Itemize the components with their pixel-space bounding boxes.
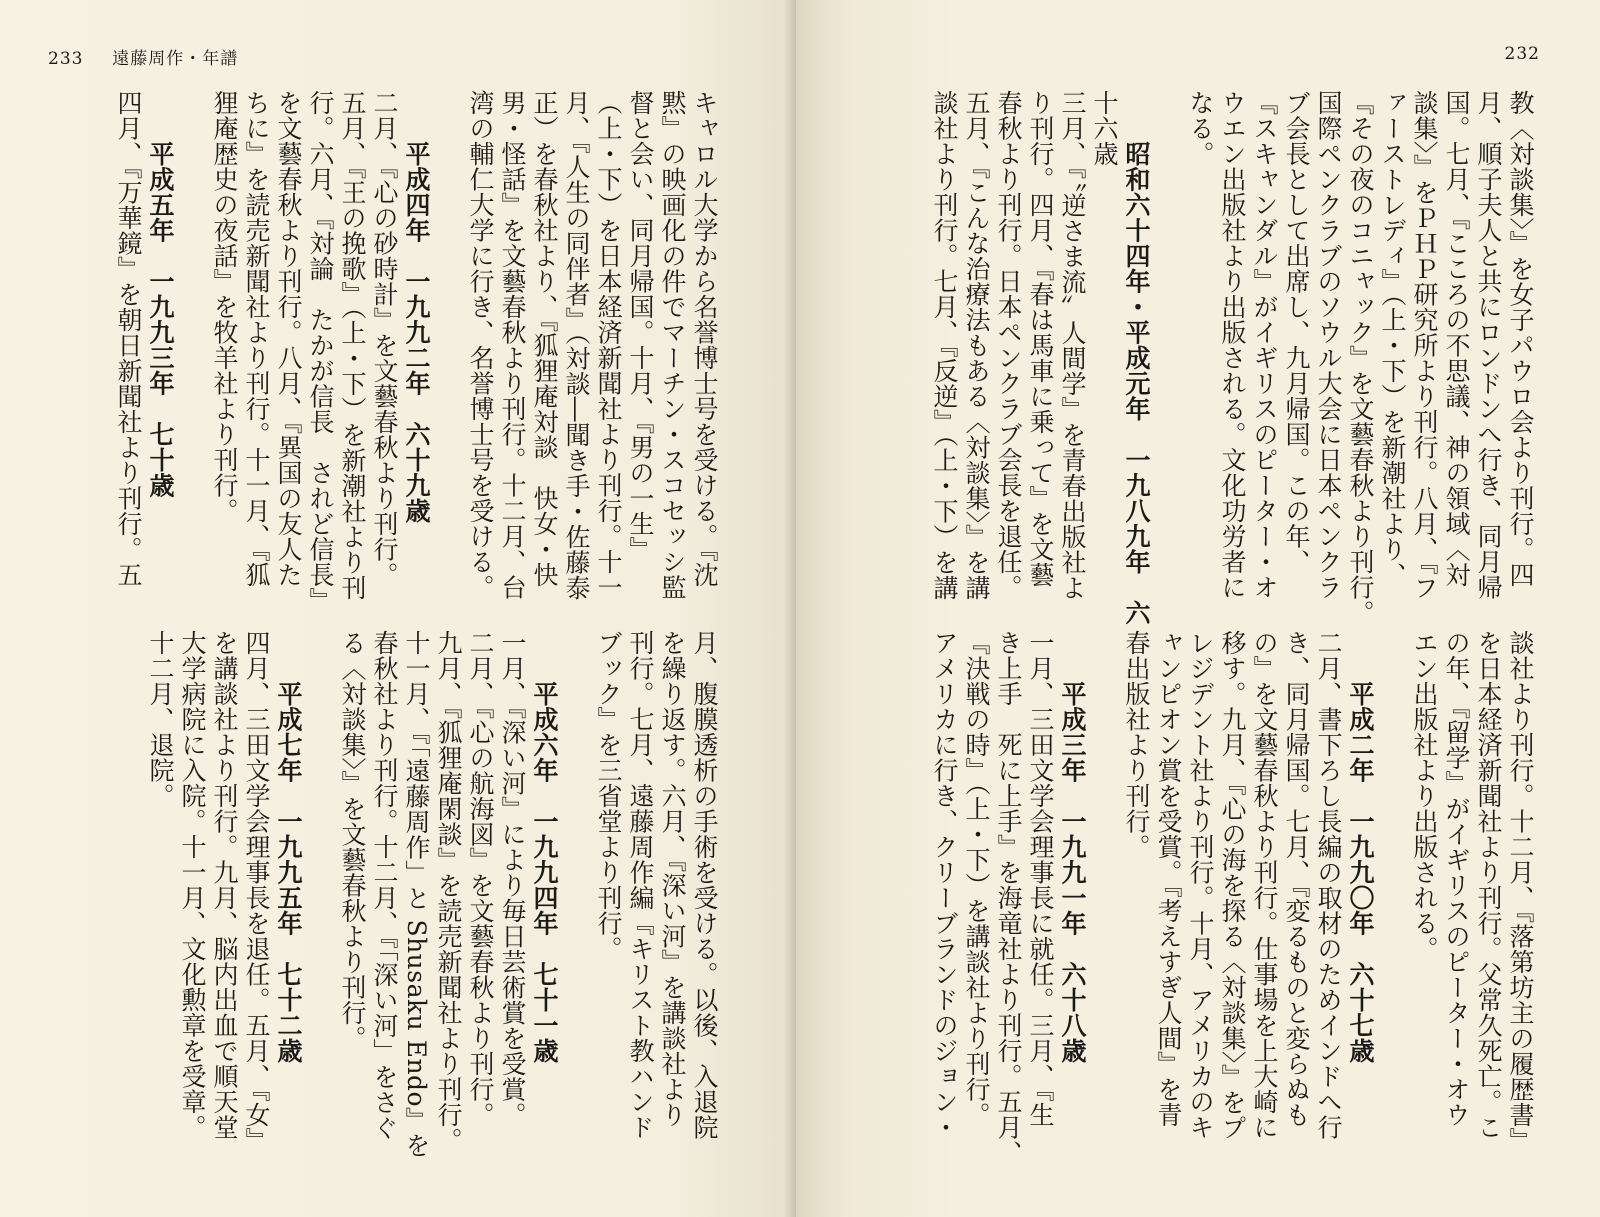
text-line: を繰り返す。六月、『深い河』を講談社より <box>658 630 687 1128</box>
text-line: 湾の輔仁大学に行き、名誉博士号を受ける。 <box>466 90 495 600</box>
text-line: ャンピオン賞を受賞。『考えすぎ人間』を青 <box>1154 630 1183 1128</box>
page-number-right: 232 <box>1504 44 1540 64</box>
year-heading: 平成六年 一九九四年 七十一歳 <box>530 630 559 1064</box>
text-line: の』を文藝春秋より刊行。仕事場を上大崎に <box>1250 630 1279 1140</box>
year-heading: 平成四年 一九九二年 六十九歳 <box>402 90 431 524</box>
text-line: 十一月、『「遠藤周作」と Shusaku Endo』を <box>402 630 431 1159</box>
text-line: 談社より刊行。十二月、『落第坊主の履歴書』 <box>1506 630 1535 1153</box>
text-line: 談集〉』をＰＨＰ研究所より刊行。八月、『フ <box>1410 90 1439 601</box>
text-line: 九月、『狐狸庵閑談』を読売新聞社より刊行。 <box>434 630 463 1153</box>
left-lower-column <box>82 630 720 1190</box>
year-heading: 昭和六十四年・平成元年 一九八九年 六 <box>1122 90 1151 626</box>
year-heading: 平成三年 一九九一年 六十八歳 <box>1058 630 1087 1064</box>
text-line: 大学病院に入院。十一月、文化勲章を受章。 <box>178 630 207 1140</box>
text-line: 二月、『心の砂時計』を文藝春秋より刊行。 <box>370 90 399 588</box>
text-line: 一月、『深い河』により毎日芸術賞を受賞。 <box>498 630 527 1128</box>
text-line: 黙』の映画化の件でマーチン・スコセッシ監 <box>658 90 687 600</box>
text-line: 移す。九月、『心の海を探る〈対談集〉』をプ <box>1218 630 1247 1141</box>
running-head: 遠藤周作・年譜 <box>112 49 239 69</box>
text-line: を文藝春秋より刊行。八月、『異国の友人た <box>274 90 303 588</box>
text-line: ァーストレディ』（上・下）を新潮社より、 <box>1378 90 1407 588</box>
text-line: の年、『留学』がイギリスのピーター・オウ <box>1442 630 1471 1128</box>
left-upper-column <box>50 90 720 613</box>
text-line: 十二月、退院。 <box>146 630 175 809</box>
blank-line <box>176 90 208 602</box>
text-line: キャロル大学から名誉博士号を受ける。『沈 <box>690 90 719 588</box>
text-line: 男・怪話』を文藝春秋より刊行。十二月、台 <box>498 90 527 600</box>
text-line: 春秋社より刊行。十二月、『「深い河」をさぐ <box>370 630 399 1141</box>
text-line: 五月、『王の挽歌』（上・下）を新潮社より刊 <box>338 90 367 601</box>
text-line: 狸庵歴史の夜話』を牧羊社より刊行。 <box>210 90 239 524</box>
blank-line <box>1152 90 1184 602</box>
text-line: 一月、三田文学会理事長に就任。三月、『生 <box>1026 630 1055 1128</box>
text-line: ちに』を読売新聞社より刊行。十一月、『狐 <box>242 90 271 588</box>
blank-line <box>560 630 592 1190</box>
right-page-header <box>1505 44 1540 64</box>
text-line: 正）を春秋社より、『狐狸庵対談 快女・快 <box>530 90 559 588</box>
text-line: エン出版社より出版される。 <box>1410 630 1439 962</box>
text-line: なる。 <box>1186 90 1215 167</box>
text-line: 国際ペンクラブのソウル大会に日本ペンクラ <box>1314 90 1343 600</box>
blank-line <box>1376 630 1408 1190</box>
text-line: 春出版社より刊行。 <box>1122 630 1151 860</box>
text-line: 三月、『〝逆さま流〟人間学』を青春出版社よ <box>1058 90 1087 601</box>
text-line: ブ会長として出席し、九月帰国。この年、 <box>1282 90 1311 575</box>
blank-line <box>1088 630 1120 1190</box>
text-line: （上・下）を日本経済新聞社より刊行。十一 <box>594 90 623 600</box>
text-line: 十六歳 <box>1090 90 1119 167</box>
text-line: 四月、三田文学会理事長を退任。五月、『女』 <box>242 630 271 1153</box>
page-number-left: 233 <box>48 49 84 69</box>
right-page <box>796 0 1600 1217</box>
text-line: レジデント社より刊行。十月、アメリカのキ <box>1186 630 1215 1140</box>
right-upper-column <box>824 90 1536 626</box>
text-line: 春秋より刊行。日本ペンクラブ会長を退任。 <box>994 90 1023 600</box>
text-line: ブック』を三省堂より刊行。 <box>594 630 623 962</box>
text-line: 五月、『こんな治療法もある〈対談集〉』を講 <box>962 90 991 601</box>
text-line: 二月、『心の航海図』を文藝春秋より刊行。 <box>466 630 495 1128</box>
left-page-header <box>48 44 238 69</box>
text-line: 月、『人生の同伴者』（対談―聞き手・佐藤泰 <box>562 90 591 601</box>
text-line: 四月、『万華鏡』を朝日新聞社より刊行。五 <box>114 90 143 588</box>
text-line: 談社より刊行。七月、『反逆』（上・下）を講 <box>930 90 959 601</box>
text-line: 『決戦の時』（上・下）を講談社より刊行。 <box>962 630 991 1128</box>
text-line: き上手 死に上手』を海竜社より刊行。五月、 <box>994 630 1023 1166</box>
text-line: 二月、書下ろし長編の取材のためインドへ行 <box>1314 630 1343 1140</box>
text-line: を日本経済新聞社より刊行。父常久死亡。こ <box>1474 630 1503 1140</box>
text-line: ウエン出版社より出版される。文化功労者に <box>1218 90 1247 600</box>
right-lower-column <box>824 630 1536 1190</box>
text-line: る〈対談集〉』を文藝春秋より刊行。 <box>338 630 367 1051</box>
text-line: 教〈対談集〉』を女子パウロ会より刊行。四 <box>1506 90 1535 588</box>
text-line: 月、順子夫人と共にロンドンへ行き、同月帰 <box>1474 90 1503 600</box>
year-heading: 平成七年 一九九五年 七十二歳 <box>274 630 303 1064</box>
year-heading: 平成五年 一九九三年 七十歳 <box>146 90 175 498</box>
blank-line <box>304 630 336 1190</box>
text-line: を講談社より刊行。九月、脳内出血で順天堂 <box>210 630 239 1140</box>
text-line: 刊行。七月、遠藤周作編『キリスト教ハンド <box>626 630 655 1140</box>
text-line: 『その夜のコニャック』を文藝春秋より刊行。 <box>1346 90 1375 626</box>
text-line: 月、腹膜透析の手術を受ける。以後、入退院 <box>690 630 719 1140</box>
text-line: 『スキャンダル』がイギリスのピーター・オ <box>1250 90 1279 600</box>
text-line: 国。七月、『こころの不思議、神の領域〈対 <box>1442 90 1471 588</box>
text-line: き、同月帰国。七月、『変るものと変らぬも <box>1282 630 1311 1128</box>
left-page <box>0 0 796 1217</box>
year-heading: 平成二年 一九九〇年 六十七歳 <box>1346 630 1375 1064</box>
text-line: り刊行。四月、『春は馬車に乗って』を文藝 <box>1026 90 1055 588</box>
text-line: 督と会い、同月帰国。十月、『男の一生』 <box>626 90 655 562</box>
text-line: 行。六月、『対論 たかが信長 されど信長』 <box>306 90 335 613</box>
blank-line <box>432 90 464 602</box>
text-line: アメリカに行き、クリーブランドのジョン・ <box>930 630 959 1140</box>
